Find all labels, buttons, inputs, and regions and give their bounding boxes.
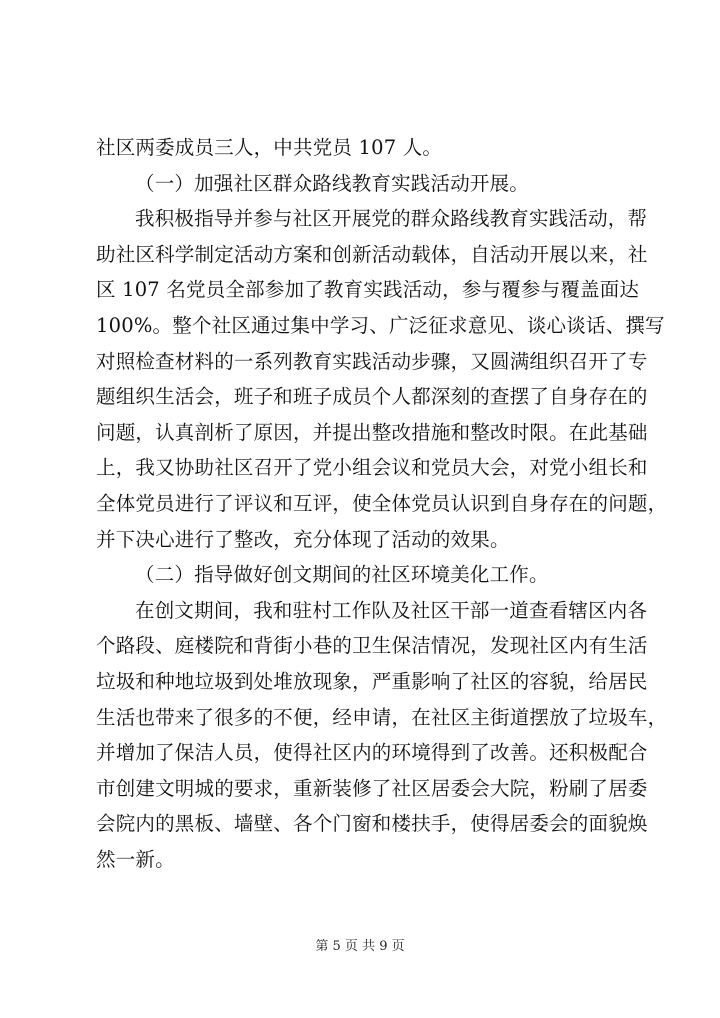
text-line: 生活也带来了很多的不便，经申请，在社区主街道摆放了垃圾车， <box>96 705 668 729</box>
text-line: 在创文期间，我和驻村工作队及社区干部一道查看辖区内各 <box>135 598 648 622</box>
text-line: 区 107 名党员全部参加了教育实践活动，参与覆参与覆盖面达 <box>96 278 640 302</box>
text-line: 垃圾和种地垃圾到处堆放现象，严重影响了社区的容貌，给居民 <box>96 669 648 693</box>
text-line: 我积极指导并参与社区开展党的群众路线教育实践活动，帮 <box>135 207 648 231</box>
text-line: 并下决心进行了整改，充分体现了活动的效果。 <box>96 527 510 551</box>
text-line: 全体党员进行了评议和互评，使全体党员认识到自身存在的问题， <box>96 491 668 515</box>
text-line: 100%。整个社区通过集中学习、广泛征求意见、谈心谈话、撰写 <box>96 313 665 337</box>
text-line: 问题，认真剖析了原因，并提出整改措施和整改时限。在此基础 <box>96 420 648 444</box>
text-line: 对照检查材料的一系列教育实践活动步骤，又圆满组织召开了专 <box>96 349 648 373</box>
page-number-footer: 第 5 页 共 9 页 <box>315 939 405 954</box>
text-line: 会院内的黑板、墙壁、各个门窗和楼扶手，使得居委会的面貌焕 <box>96 812 648 836</box>
text-line: 社区两委成员三人，中共党员 107 人。 <box>96 136 443 159</box>
section-heading: （一）加强社区群众路线教育实践活动开展。 <box>135 171 530 195</box>
section-heading: （二）指导做好创文期间的社区环境美化工作。 <box>135 563 549 587</box>
text-line: 并增加了保洁人员，使得社区内的环境得到了改善。还积极配合 <box>96 741 648 765</box>
text-line: 市创建文明城的要求，重新装修了社区居委会大院，粉刷了居委 <box>96 776 648 800</box>
text-line: 然一新。 <box>96 847 175 871</box>
text-line: 上，我又协助社区召开了党小组会议和党员大会，对党小组长和 <box>96 456 648 480</box>
text-line: 题组织生活会，班子和班子成员个人都深刻的查摆了自身存在的 <box>96 385 648 409</box>
text-line: 助社区科学制定活动方案和创新活动载体，自活动开展以来，社 <box>96 242 648 266</box>
text-line: 个路段、庭楼院和背街小巷的卫生保洁情况，发现社区内有生活 <box>96 634 648 658</box>
document-body <box>96 130 668 877</box>
